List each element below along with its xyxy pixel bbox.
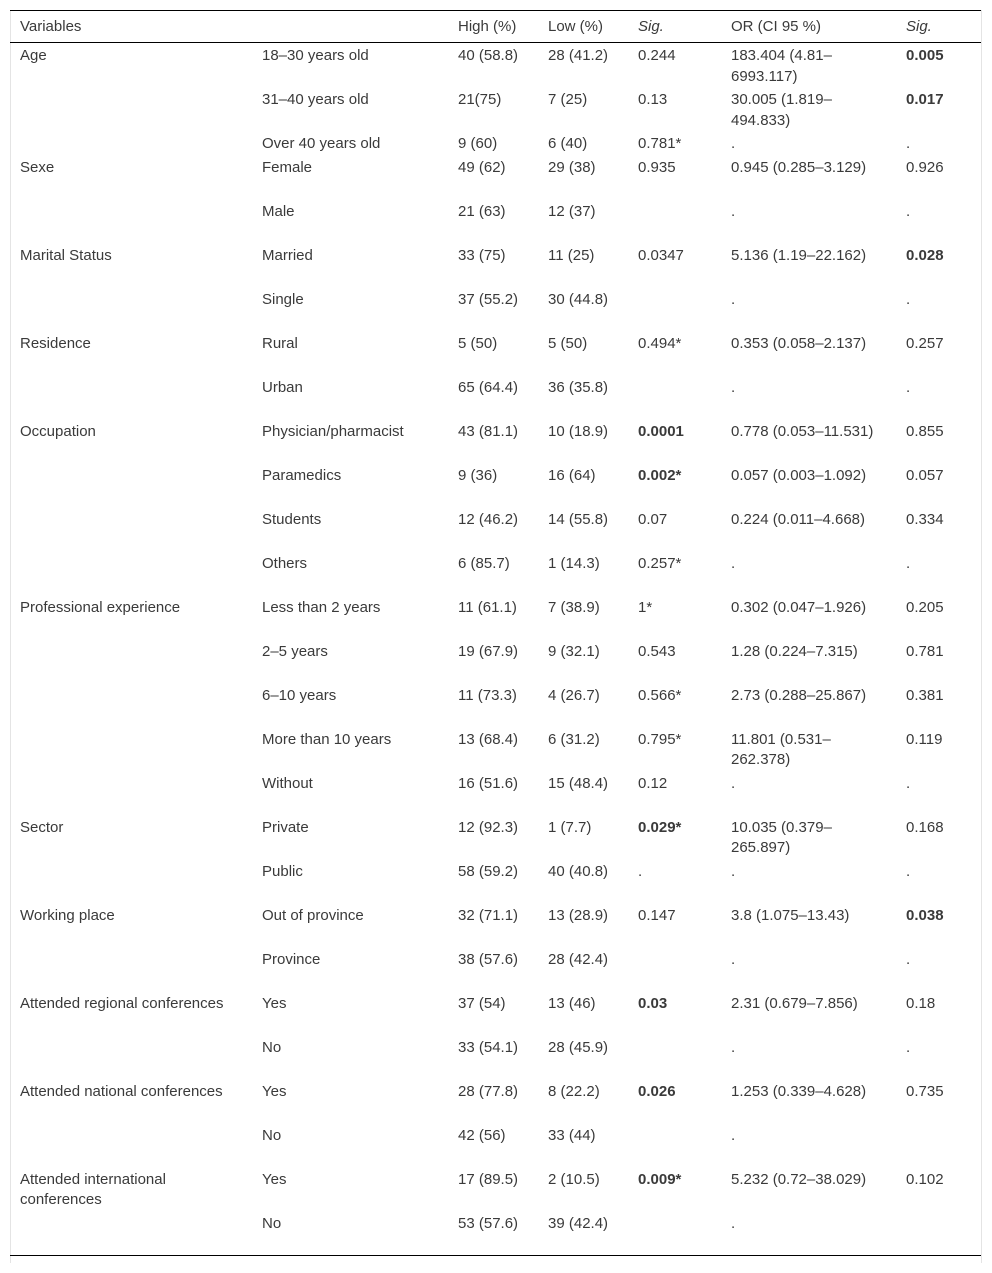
or-ci-cell: .: [731, 950, 736, 968]
variable-cell: [10, 1211, 252, 1255]
or-ci-cell: .: [731, 1126, 736, 1144]
sig-cell: [628, 199, 721, 243]
low-cell: 9 (32.1): [548, 642, 600, 660]
or-sig-cell: 0.334: [906, 510, 944, 528]
or-ci-cell: 2.31 (0.679–7.856): [731, 994, 858, 1012]
table-row: [10, 199, 981, 243]
or-sig-cell: .: [906, 774, 911, 792]
sig-cell: 0.147: [638, 906, 676, 924]
high-cell: 37 (54): [458, 994, 506, 1012]
sig-cell: 0.244: [638, 47, 676, 64]
category-cell: Out of province: [262, 906, 364, 924]
variable-cell: [10, 1035, 252, 1079]
or-ci-cell: 0.302 (0.047–1.926): [731, 598, 867, 616]
high-cell: 38 (57.6): [458, 950, 519, 968]
high-cell: 16 (51.6): [458, 774, 519, 792]
sig-cell: 1*: [638, 598, 653, 616]
table-row: [10, 1035, 981, 1079]
high-cell: 21 (63): [458, 202, 506, 220]
sig-cell: 0.009*: [638, 1170, 682, 1188]
low-cell: 16 (64): [548, 466, 596, 484]
or-ci-cell: 183.404 (4.81–6993.117): [731, 47, 832, 85]
header-row: [10, 11, 981, 43]
high-cell: 11 (61.1): [458, 598, 517, 616]
variable-cell: Sexe: [20, 158, 55, 176]
sig-cell: 0.0347: [638, 246, 684, 264]
category-cell: Students: [262, 510, 322, 528]
category-cell: Married: [262, 246, 313, 264]
category-cell: No: [262, 1126, 282, 1144]
low-cell: 28 (41.2): [548, 47, 609, 64]
category-cell: Yes: [262, 1082, 287, 1100]
low-cell: 39 (42.4): [548, 1214, 609, 1232]
high-cell: 9 (36): [458, 466, 498, 484]
or-sig-cell: 0.057: [906, 466, 944, 484]
high-cell: 12 (46.2): [458, 510, 519, 528]
variable-cell: [10, 859, 252, 903]
category-cell: No: [262, 1038, 282, 1056]
low-cell: 10 (18.9): [548, 422, 609, 440]
header-low: Low (%): [538, 11, 628, 43]
or-ci-cell: .: [731, 1214, 736, 1232]
table-row: [10, 1211, 981, 1255]
variable-cell: Sector: [20, 818, 64, 836]
variable-cell: [10, 727, 252, 771]
variable-cell: [10, 131, 252, 155]
variable-cell: Marital Status: [20, 246, 112, 264]
sig-cell: [628, 947, 721, 991]
sig-cell: 0.494*: [638, 334, 682, 352]
sig-cell: 0.0001: [638, 422, 684, 440]
category-cell: 2–5 years: [262, 642, 328, 660]
table-row: [10, 551, 981, 595]
sig-cell: 0.13: [638, 91, 668, 108]
or-ci-cell: .: [731, 554, 736, 572]
category-cell: Physician/pharmacist: [262, 422, 404, 440]
category-cell: Male: [262, 202, 295, 220]
category-cell: Others: [262, 554, 308, 572]
or-ci-cell: 10.035 (0.379–265.897): [731, 818, 832, 856]
or-ci-cell: 5.136 (1.19–22.162): [731, 246, 867, 264]
low-cell: 8 (22.2): [548, 1082, 600, 1100]
table-row: [10, 131, 981, 155]
or-sig-cell: 0.257: [906, 334, 944, 352]
table-row: [10, 87, 981, 131]
table-row: [10, 155, 981, 199]
low-cell: 1 (14.3): [548, 554, 600, 572]
high-cell: 53 (57.6): [458, 1214, 519, 1232]
header-variables: Variables: [10, 11, 252, 43]
variable-cell: Occupation: [20, 422, 96, 440]
category-cell: 18–30 years old: [262, 47, 369, 64]
variable-cell: [10, 375, 252, 419]
or-sig-cell: .: [906, 950, 911, 968]
high-cell: 58 (59.2): [458, 862, 519, 880]
high-cell: 33 (75): [458, 246, 506, 264]
variable-cell: Working place: [20, 906, 115, 924]
or-sig-cell: .: [906, 862, 911, 880]
low-cell: 29 (38): [548, 158, 596, 176]
or-ci-cell: 11.801 (0.531–262.378): [731, 730, 831, 768]
or-sig-cell: 0.119: [906, 730, 943, 748]
variable-cell: [10, 551, 252, 595]
high-cell: 9 (60): [458, 135, 498, 152]
sig-cell: 0.795*: [638, 730, 682, 748]
low-cell: 7 (38.9): [548, 598, 600, 616]
low-cell: 11 (25): [548, 246, 595, 264]
sig-cell: 0.03: [638, 994, 668, 1012]
or-sig-cell: [896, 1211, 981, 1255]
sig-cell: 0.026: [638, 1082, 676, 1100]
table-row: [10, 683, 981, 727]
variable-cell: [10, 683, 252, 727]
or-sig-cell: 0.735: [906, 1082, 944, 1100]
low-cell: 33 (44): [548, 1126, 596, 1144]
variable-cell: [10, 87, 252, 131]
category-cell: Single: [262, 290, 304, 308]
variable-cell: [10, 639, 252, 683]
or-ci-cell: .: [731, 862, 736, 880]
variable-cell: [10, 287, 252, 331]
sig-cell: 0.029*: [638, 818, 682, 836]
sig-cell: 0.07: [638, 510, 668, 528]
header-category: [252, 11, 448, 43]
or-sig-cell: .: [906, 202, 911, 220]
category-cell: 6–10 years: [262, 686, 337, 704]
category-cell: Over 40 years old: [262, 135, 381, 152]
category-cell: Urban: [262, 378, 303, 396]
header-high: High (%): [448, 11, 538, 43]
low-cell: 40 (40.8): [548, 862, 609, 880]
low-cell: 36 (35.8): [548, 378, 609, 396]
variable-cell: Age: [20, 47, 47, 64]
low-cell: 30 (44.8): [548, 290, 609, 308]
high-cell: 11 (73.3): [458, 686, 517, 704]
or-ci-cell: .: [731, 135, 736, 152]
table-row: [10, 595, 981, 639]
high-cell: 40 (58.8): [458, 47, 519, 64]
sig-cell: [628, 375, 721, 419]
category-cell: Province: [262, 950, 321, 968]
or-sig-cell: .: [906, 135, 911, 152]
low-cell: 5 (50): [548, 334, 588, 352]
or-sig-cell: 0.855: [906, 422, 944, 440]
table-row: [10, 991, 981, 1035]
table-row: [10, 815, 981, 859]
variable-cell: Attended international conferences: [20, 1170, 166, 1208]
sig-cell: .: [638, 862, 643, 880]
or-sig-cell: 0.781: [906, 642, 944, 660]
or-sig-cell: 0.205: [906, 598, 944, 616]
or-ci-cell: .: [731, 378, 736, 396]
or-sig-cell: 0.038: [906, 906, 944, 924]
or-ci-cell: 3.8 (1.075–13.43): [731, 906, 850, 924]
or-ci-cell: 1.253 (0.339–4.628): [731, 1082, 867, 1100]
category-cell: Less than 2 years: [262, 598, 381, 616]
category-cell: Paramedics: [262, 466, 342, 484]
table-row: [10, 243, 981, 287]
or-ci-cell: 0.353 (0.058–2.137): [731, 334, 867, 352]
variable-cell: Attended national conferences: [20, 1082, 223, 1100]
or-ci-cell: 0.224 (0.011–4.668): [731, 510, 865, 528]
or-sig-cell: 0.381: [906, 686, 944, 704]
or-ci-cell: 0.057 (0.003–1.092): [731, 466, 867, 484]
variable-cell: Attended regional conferences: [20, 994, 224, 1012]
category-cell: Private: [262, 818, 309, 836]
category-cell: Yes: [262, 1170, 287, 1188]
or-sig-cell: .: [906, 290, 911, 308]
or-ci-cell: 5.232 (0.72–38.029): [731, 1170, 867, 1188]
or-sig-cell: 0.017: [906, 91, 944, 108]
variable-cell: [10, 947, 252, 991]
table-row: [10, 771, 981, 815]
or-sig-cell: [896, 1123, 981, 1167]
or-ci-cell: 2.73 (0.288–25.867): [731, 686, 867, 704]
category-cell: Without: [262, 774, 313, 792]
table-row: [10, 463, 981, 507]
high-cell: 28 (77.8): [458, 1082, 519, 1100]
low-cell: 2 (10.5): [548, 1170, 600, 1188]
table-row: [10, 1123, 981, 1167]
high-cell: 42 (56): [458, 1126, 506, 1144]
sig-cell: 0.781*: [638, 135, 682, 152]
header-sig-or: Sig.: [896, 11, 981, 43]
category-cell: Yes: [262, 994, 287, 1012]
low-cell: 1 (7.7): [548, 818, 592, 836]
low-cell: 6 (31.2): [548, 730, 600, 748]
results-table: [10, 11, 981, 1255]
table-row: [10, 903, 981, 947]
or-sig-cell: .: [906, 1038, 911, 1056]
or-ci-cell: 0.945 (0.285–3.129): [731, 158, 867, 176]
table-row: [10, 287, 981, 331]
category-cell: More than 10 years: [262, 730, 392, 748]
low-cell: 13 (28.9): [548, 906, 609, 924]
low-cell: 14 (55.8): [548, 510, 609, 528]
table-row: [10, 859, 981, 903]
low-cell: 13 (46): [548, 994, 596, 1012]
header-or: OR (CI 95 %): [721, 11, 896, 43]
category-cell: Rural: [262, 334, 298, 352]
variable-cell: Professional experience: [20, 598, 181, 616]
or-ci-cell: 30.005 (1.819–494.833): [731, 91, 832, 129]
high-cell: 21(75): [458, 91, 502, 108]
sig-cell: [628, 1035, 721, 1079]
sig-cell: [628, 1123, 721, 1167]
variable-cell: [10, 463, 252, 507]
table-body: [10, 43, 981, 1255]
table-row: [10, 507, 981, 551]
high-cell: 5 (50): [458, 334, 498, 352]
sig-cell: 0.257*: [638, 554, 682, 572]
sig-cell: 0.543: [638, 642, 676, 660]
high-cell: 6 (85.7): [458, 554, 510, 572]
sig-cell: [628, 287, 721, 331]
low-cell: 12 (37): [548, 202, 596, 220]
or-sig-cell: .: [906, 378, 911, 396]
category-cell: No: [262, 1214, 282, 1232]
variable-cell: [10, 771, 252, 815]
low-cell: 4 (26.7): [548, 686, 600, 704]
or-ci-cell: 1.28 (0.224–7.315): [731, 642, 858, 660]
category-cell: Female: [262, 158, 313, 176]
low-cell: 28 (42.4): [548, 950, 609, 968]
table-row: [10, 43, 981, 88]
or-ci-cell: .: [731, 290, 736, 308]
sig-cell: 0.002*: [638, 466, 682, 484]
high-cell: 49 (62): [458, 158, 506, 176]
low-cell: 6 (40): [548, 135, 588, 152]
or-sig-cell: 0.102: [906, 1170, 944, 1188]
sig-cell: 0.935: [638, 158, 676, 176]
or-ci-cell: .: [731, 1038, 736, 1056]
or-sig-cell: 0.005: [906, 47, 944, 64]
or-sig-cell: 0.028: [906, 246, 944, 264]
or-sig-cell: 0.926: [906, 158, 944, 176]
table-row: [10, 375, 981, 419]
or-ci-cell: .: [731, 202, 736, 220]
variable-cell: [10, 1123, 252, 1167]
or-sig-cell: 0.18: [906, 994, 936, 1012]
variable-cell: Residence: [20, 334, 91, 352]
high-cell: 17 (89.5): [458, 1170, 519, 1188]
or-sig-cell: .: [906, 554, 911, 572]
sig-cell: [628, 1211, 721, 1255]
low-cell: 28 (45.9): [548, 1038, 609, 1056]
or-ci-cell: .: [731, 774, 736, 792]
table-row: [10, 419, 981, 463]
high-cell: 13 (68.4): [458, 730, 519, 748]
variable-cell: [10, 199, 252, 243]
results-table-container: [10, 10, 981, 1256]
high-cell: 65 (64.4): [458, 378, 519, 396]
table-header: [10, 11, 981, 43]
high-cell: 43 (81.1): [458, 422, 519, 440]
low-cell: 7 (25): [548, 91, 588, 108]
sig-cell: 0.12: [638, 774, 668, 792]
table-row: [10, 639, 981, 683]
high-cell: 33 (54.1): [458, 1038, 519, 1056]
table-row: [10, 331, 981, 375]
high-cell: 12 (92.3): [458, 818, 519, 836]
high-cell: 37 (55.2): [458, 290, 519, 308]
high-cell: 32 (71.1): [458, 906, 519, 924]
or-sig-cell: 0.168: [906, 818, 944, 836]
header-sig: Sig.: [628, 11, 721, 43]
high-cell: 19 (67.9): [458, 642, 519, 660]
category-cell: Public: [262, 862, 303, 880]
sig-cell: 0.566*: [638, 686, 682, 704]
or-ci-cell: 0.778 (0.053–11.531): [731, 422, 874, 440]
table-row: [10, 947, 981, 991]
low-cell: 15 (48.4): [548, 774, 609, 792]
right-border: [981, 10, 982, 1263]
category-cell: 31–40 years old: [262, 91, 369, 108]
table-row: [10, 1167, 981, 1211]
table-row: [10, 727, 981, 771]
variable-cell: [10, 507, 252, 551]
table-row: [10, 1079, 981, 1123]
